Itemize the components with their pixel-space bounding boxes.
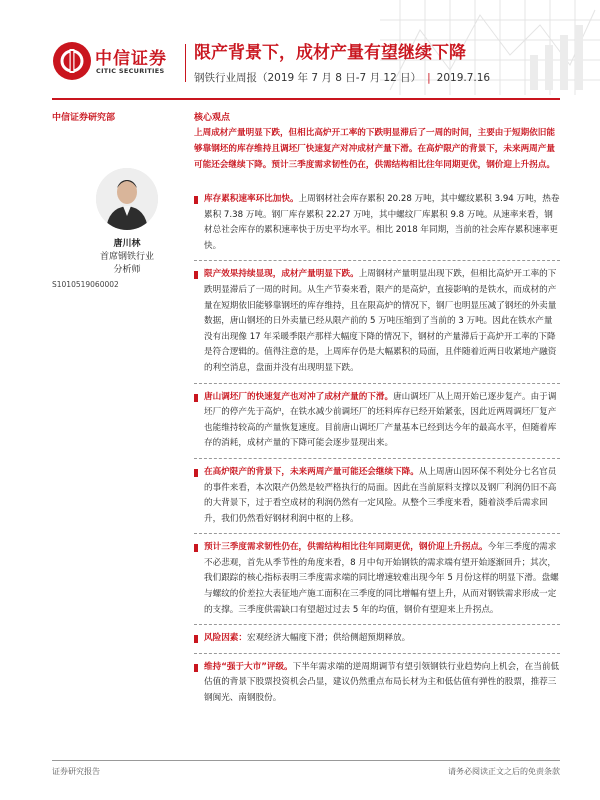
core-summary: 上周成材产量明显下跌，但相比高炉开工率的下跌明显滞后了一周的时间，主要由于短期依旧能够靠钢坯的库存维持且调坯厂快速复产对冲成材产量下滑。在高炉限产的背景下，未来两周产量可能还会继续下降。预计三季度需求韧性仍在，供需结构相比往年同期更优，钢价迎上升拐点。 xyxy=(194,128,555,170)
citic-logo xyxy=(53,42,91,80)
analyst-info xyxy=(52,238,202,291)
analyst-name: 唐川林 xyxy=(113,239,141,249)
analyst-avatar xyxy=(96,168,158,230)
research-dept-label: 中信证券研究部 xyxy=(52,113,116,123)
paragraph-outlook xyxy=(194,465,560,527)
footer-rule xyxy=(52,760,560,761)
paragraph-text: 上周钢材社会库存累积 20.28 万吨，其中螺纹累积 3.94 万吨，热卷累积 7.38 万吨。钢厂库存累积 22.27 万吨，其中螺纹厂库累积 9.8 万吨。从速率来看，钢材总社会库存的累积速率快于历史平均水平。相比 2018 年同期，当前的社会库存累积速率更快。 xyxy=(204,194,560,251)
paragraph-lead: 在高炉限产的背景下，未来两周产量可能还会继续下降。 xyxy=(204,466,419,477)
paragraph-divider xyxy=(194,383,560,384)
paragraph-text: 从上周唐山因环保不利处分七名官员的事件来看，本次限产仍然是较严格执行的局面。因此在当前原料支撑以及钢厂利润仍旧不高的大背景下，过于看空成材的利润仍然有一定风险。从整个三季度来看，随着淡季后需求回升，我们仍然看好钢材利润中枢的上移。 xyxy=(204,466,557,524)
paragraph-text: 宏观经济大幅度下滑；供给侧超预期释放。 xyxy=(246,633,411,644)
paragraph-text: 上周钢材产量明显出现下跌，但相比高炉开工率的下跌明显滞后了一周的时间。从生产节奏来看，限产的是高炉，直接影响的是铁水，而成材的产量在短期依旧能够靠钢坯的库存维持，且在限高炉的情况下，钢厂也明显压减了钢坯的外卖量数据，唐山钢坯的日外卖量已经从限产前的 5 万吨压缩到了当前的 3 万吨。因此在铁水产量没有出现像 17 年采暖季限产那样大幅度下降的情况下，钢材的产量滞后于高炉开工率的下降是符合逻辑的。值得注意的是，上周库存仍是大幅累积的局面，且伴随着近两日收紧地产融资的利空消息，盘面并没有出现明显下跌。 xyxy=(204,269,557,373)
footer-disclaimer: 请务必阅读正文之后的免责条款 xyxy=(448,767,560,776)
paragraph-divider xyxy=(194,624,560,625)
paragraph-lead: 维持“强于大市”评级。 xyxy=(204,661,293,672)
logo-english-name: CITIC SECURITIES xyxy=(96,67,165,75)
report-title: 限产背景下，成材产量有望继续下降 xyxy=(194,43,466,63)
header-divider xyxy=(185,44,186,82)
paragraph-lead: 限产效果持续显现，成材产量明显下跌。 xyxy=(204,269,359,280)
report-subtitle: 钢铁行业周报（2019 年 7 月 8 日-7 月 12 日） | 2019.7.16 xyxy=(194,72,491,84)
paragraph-risk xyxy=(194,631,560,647)
analyst-title-line2: 分析师 xyxy=(113,265,141,275)
analyst-title-line1: 首席钢铁行业 xyxy=(99,252,154,262)
analyst-license-id: S1010519060002 xyxy=(52,280,119,289)
paragraph-text: 下半年需求端的逆周期调节有望引领钢铁行业趋势向上机会，在当前低估值的背景下股票投资机会凸显，建议仍然重点布局长材为主和低估值有弹性的股票，推荐三钢闽光、南钢股份。 xyxy=(204,661,560,704)
paragraph-text: 唐山调坯厂从上周开始已逐步复产。由于调坯厂的停产先于高炉，在铁水减少前调坯厂的坯料库存已经开始紧张，因此近两周调坯厂复产也能维持较高的产量恢复速度。目前唐山调坯厂产量基本已经到达今年的最高水平，但随着库存的消耗，成材产量的下降可能会逐步显现出来。 xyxy=(204,391,557,449)
report-body xyxy=(194,192,560,707)
paragraph-divider xyxy=(194,260,560,261)
paragraph-rating xyxy=(194,660,560,707)
header-rule xyxy=(52,98,560,100)
footer-report-type: 证券研究报告 xyxy=(52,767,100,776)
paragraph-lead: 风险因素： xyxy=(204,633,247,644)
paragraph-text: 今年三季度的需求不必悲观，首先从季节性的角度来看，8 月中旬开始钢铁的需求端有望开始逐渐回升；其次，我们跟踪的核心指标表明三季度需求端的同比增速较难出现今年 5 月份这样的明显下滑。盘螺与螺纹的价差拉大表征地产施工面积在三季度的同比增幅有望上升，从而对钢铁需求形成一定的支撑。三季度供需缺口有望超过过去 5 年的均值，钢价有望迎来上升拐点。 xyxy=(204,542,559,615)
report-date: 2019.7.16 xyxy=(436,72,491,84)
core-view-label: 核心观点 xyxy=(194,113,231,123)
paragraph-divider xyxy=(194,533,560,534)
paragraph-divider xyxy=(194,653,560,654)
paragraph-lead: 唐山调坯厂的快速复产也对冲了成材产量的下滑。 xyxy=(204,391,394,402)
paragraph-inventory xyxy=(194,192,560,254)
paragraph-lead: 库存累积速率环比加快。 xyxy=(204,194,299,204)
paragraph-demand xyxy=(194,540,560,618)
analyst-photo-icon xyxy=(96,168,158,230)
paragraph-lead: 预计三季度需求韧性仍在，供需结构相比往年同期更优，钢价迎上升拐点。 xyxy=(204,542,488,553)
logo-chinese-name: 中信证券 xyxy=(95,49,167,69)
citic-logo-icon xyxy=(53,42,91,80)
paragraph-production xyxy=(194,267,560,376)
report-period: 钢铁行业周报（2019 年 7 月 8 日-7 月 12 日） xyxy=(194,72,422,84)
paragraph-divider xyxy=(194,458,560,459)
paragraph-tangshan xyxy=(194,390,560,452)
